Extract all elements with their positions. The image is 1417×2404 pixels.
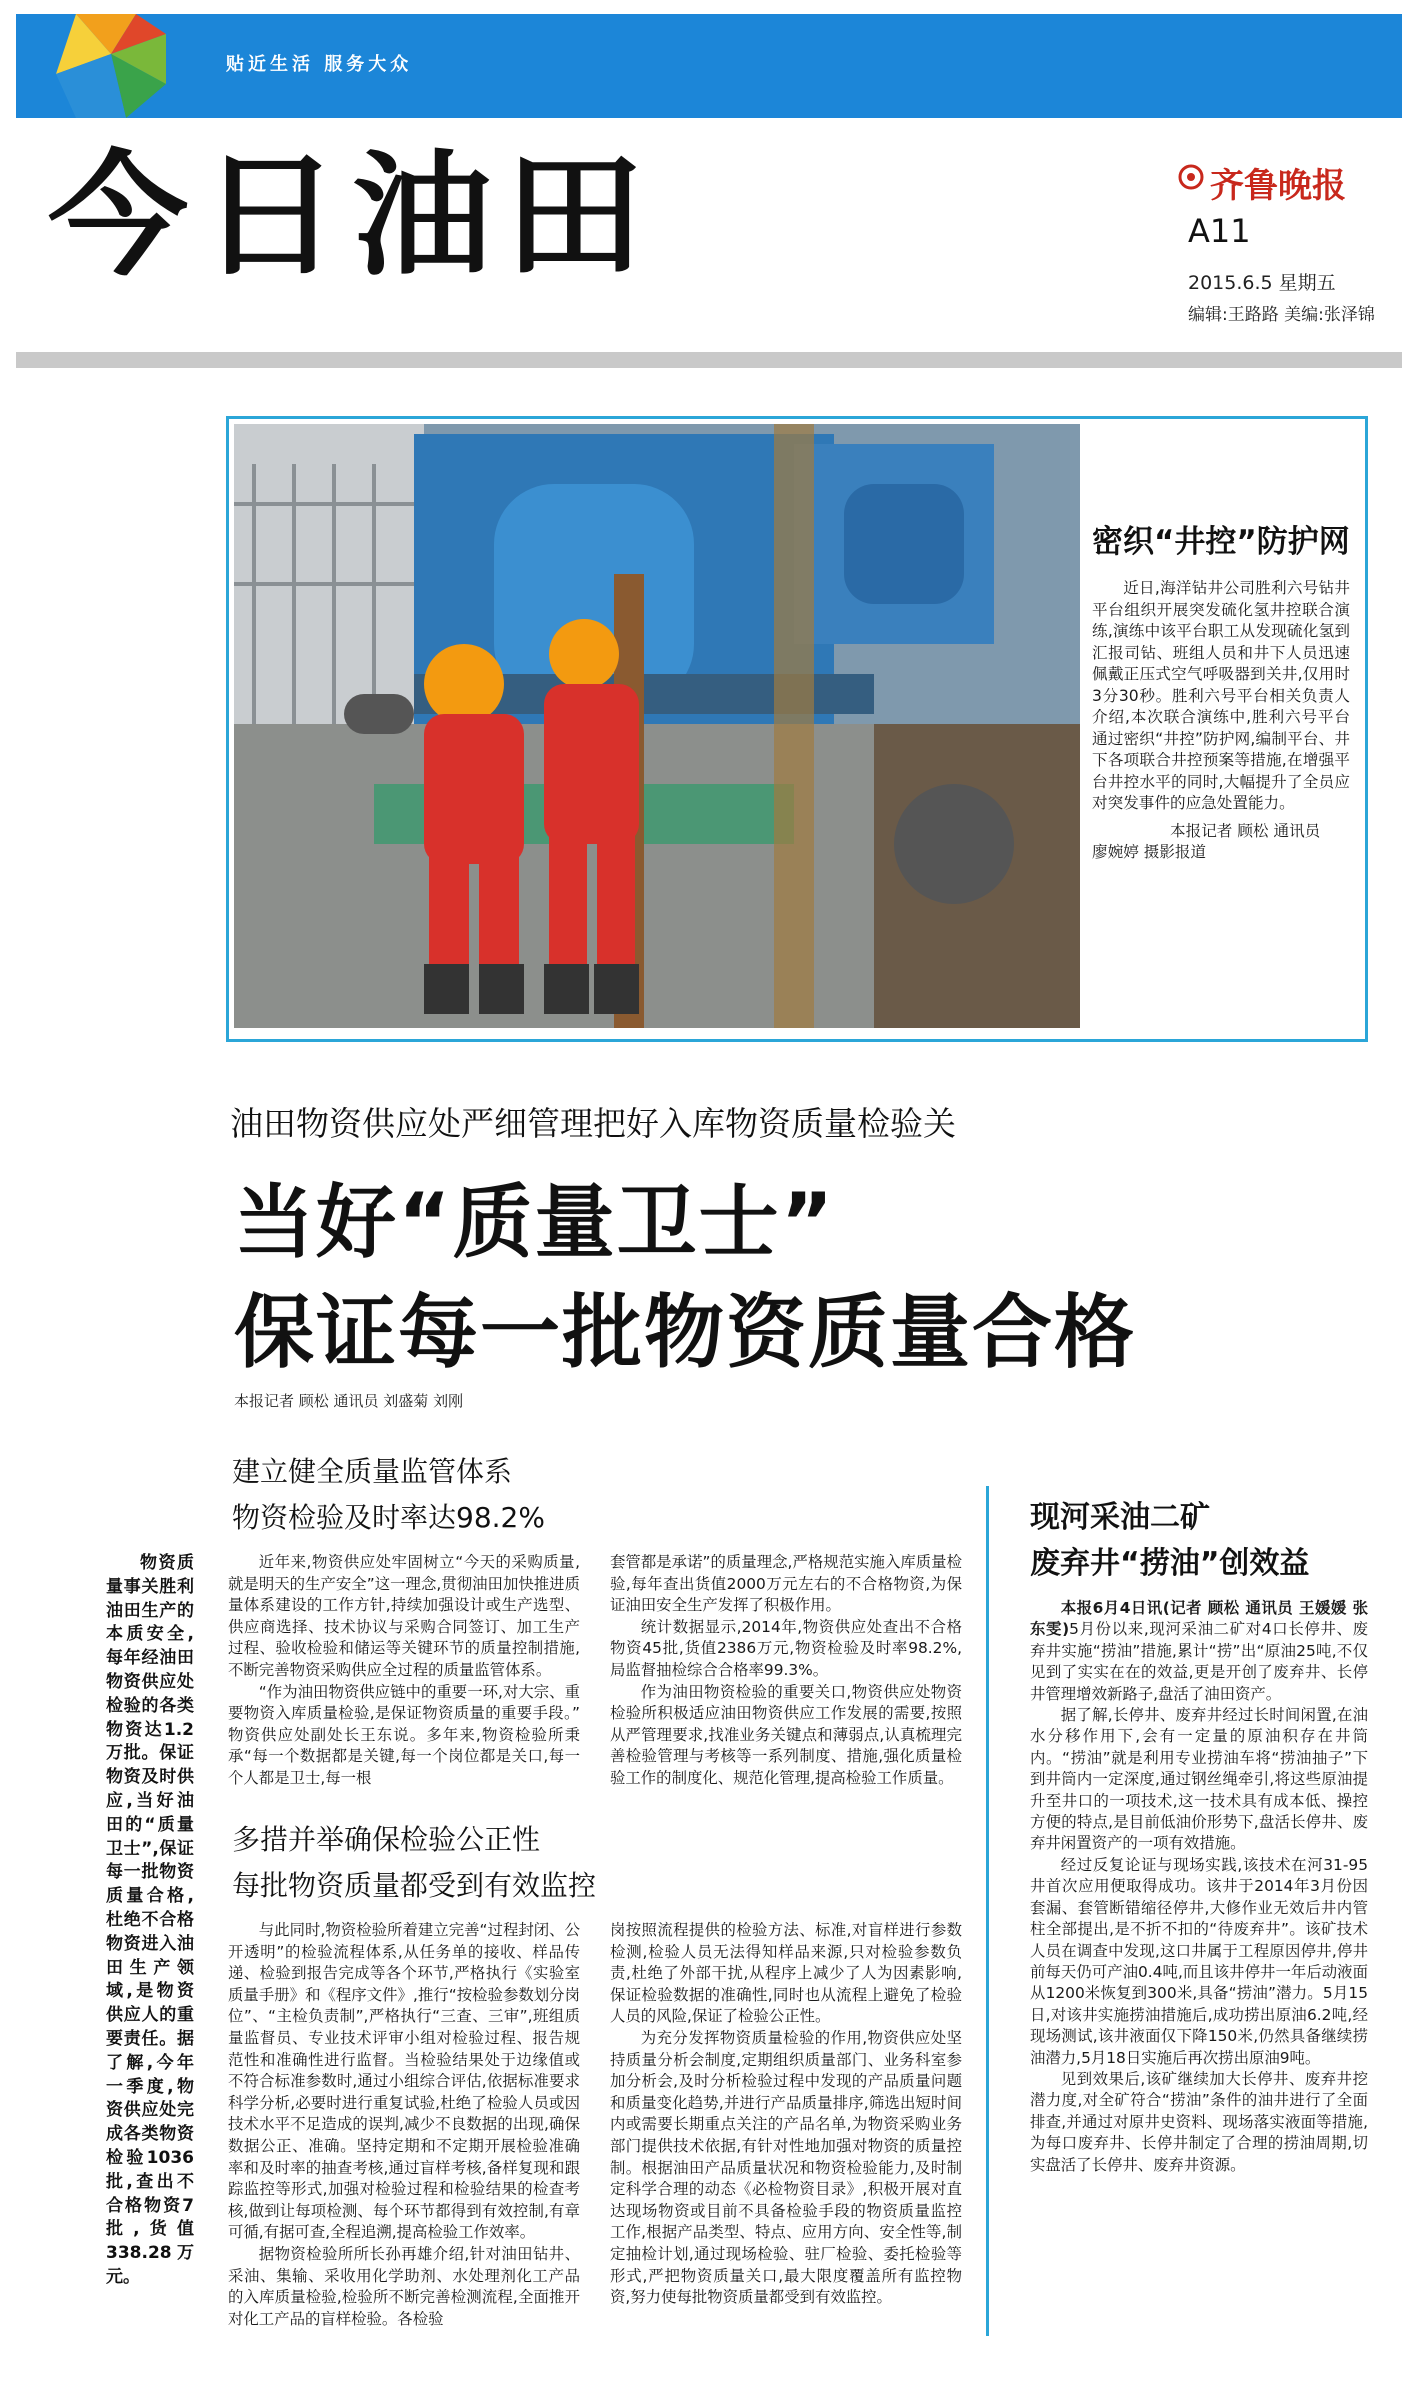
section2-column-1: [228, 1920, 580, 2330]
section2-title-1: 多措并举确保检验公正性: [232, 1823, 541, 1856]
section2-column-2: [610, 1920, 962, 2309]
paper-logo-icon: [1178, 162, 1204, 192]
article-byline: 本报记者 顾松 通讯员 刘盛菊 刘刚: [234, 1392, 464, 1410]
article-kicker: 油田物资供应处严细管理把好入库物资质量检验关: [230, 1104, 956, 1143]
article-headline-1: 当好“质量卫士”: [234, 1176, 836, 1269]
section2-para-2: 据物资检验所所长孙再雄介绍,针对油田钻井、采油、集输、采收用化学助剂、水处理剂化工产品的入库质量检验,检验所不断完善检测流程,全面推开对化工产品的盲样检验。各检验: [228, 2244, 580, 2328]
drilling-workers-photo: [234, 424, 1080, 1028]
sidebar-body: [1030, 1598, 1368, 2176]
photo-story-credit-2: 廖婉婷 摄影报道: [1092, 843, 1207, 861]
sidebar-title-1: 现河采油二矿: [1030, 1500, 1210, 1535]
sidebar-para-1: 5月份以来,现河采油二矿对4口长停井、废弃井实施“捞油”措施,累计“捞”出“原油25吨,不仅见到了实实在在的效益,更是开创了废弃井、长停井管理增效新路子,盘活了油田资产。: [1030, 1620, 1368, 1703]
photo-story-credit-1: 本报记者 顾松 通讯员: [1170, 821, 1321, 840]
sidebar-para-3: 经过反复论证与现场实践,该技术在河31-95井首次应用便取得成功。该井于2014年3月份因套漏、套管断错缩径停井,大修作业无效后井内管柱全部提出,是不折不扣的“待废弃井”。该矿技术人员在调查中发现,这口井属于工程原因停井,停井前每天仍可产油0.4吨,而且该井停井一年后动液面从1200米恢复到300米,具备“捞油”潜力。5月15日,对该井实施捞油措施后,成功捞出原油6.2吨,经现场测试,该井液面仅下降150米,仍然具备继续捞油潜力,5月18日实施后再次捞出原油9吨。: [1030, 1855, 1368, 2067]
section1-para-2: “作为油田物资供应链中的重要一环,对大宗、重要物资入库质量检验,是保证物资质量的重要手段。” 物资供应处副处长王东说。多年来,物资检验所秉承“每一个数据都是关键,每一个岗位都是关口,每一个人都是卫士,每一根: [228, 1682, 580, 1787]
sidebar-divider: [986, 1486, 989, 2336]
section2-para-1: 与此同时,物资检验所着建立完善“过程封闭、公开透明”的检验流程体系,从任务单的接收、样品传递、检验到报告完成等各个环节,严格执行《实验室质量手册》和《程序文件》,推行“按检验参数划分岗位”、“主检负责制”,严格执行“三查、三审”,班组质量监督员、专业技术评审小组对检验过程、报告规范性和准确性进行监督。当检验结果处于边缘值或不符合标准参数时,通过小组综合评估,依据标准要求科学分析,必要时进行重复试验,杜绝了检验人员或因技术水平不足造成的误判,减少不良数据的出现,确保数据公正、准确。坚持定期和不定期开展检验准确率和及时率的抽查考核,通过盲样考核,备样复现和跟踪监控等形式,加强对检验过程和检验结果的检查考核,做到让每项检测、每个环节都得到有效控制,有章可循,有据可查,全程追溯,提高检验工作效率。: [228, 1921, 580, 2242]
section1-para-1: 近年来,物资供应处牢固树立“今天的采购质量,就是明天的生产安全”这一理念,贯彻油田加快推进质量体系建设的工作方针,持续加强设计或生产选型、供应商选择、技术协议与采购合同签订、加工生产过程、验收检验和储运等关键环节的质量控制措施,不断完善物资采购供应全过程的质量监管体系。: [228, 1553, 580, 1679]
article-headline-2: 保证每一批物资质量合格: [234, 1286, 1136, 1379]
sidebar-para-2: 据了解,长停井、废弃井经过长时间闲置,在油水分移作用下,会有一定量的原油积存在井筒内。“捞油”就是利用专业捞油车将“捞油抽子”下到井筒内一定深度,通过钢丝绳牵引,将这些原油提升至井口的一项技术,这一技术具有成本低、操控方便的特点,是目前低油价形势下,盘活长停井、废弃井闲置资产的一项有效措施。: [1030, 1706, 1368, 1853]
masthead-title: 今日油田: [48, 138, 657, 295]
section1-para-3: 套管都是承诺”的质量理念,严格规范实施入库质量检验,每年查出货值2000万元左右的不合格物资,为保证油田安全生产发挥了积极作用。: [610, 1553, 962, 1615]
section1-column-2: [610, 1552, 962, 1790]
section1-column-1: [228, 1552, 580, 1790]
paper-name: 齐鲁晚报: [1210, 166, 1346, 206]
section2-para-4: 为充分发挥物资质量检验的作用,物资供应处坚持质量分析会制度,定期组织质量部门、业务科室参加分析会,及时分析检验过程中发现的产品质量问题和质量变化趋势,并进行产品质量排序,筛选出短时间内或需要长期重点关注的产品名单,为物资采购业务部门提供技术依据,有针对性地加强对物资的质量控制。根据油田产品质量状况和物资检验能力,及时制定科学合理的动态《必检物资目录》,积极开展对直达现场物资或目前不具备检验手段的物资质量监控工作,根据产品类型、特点、应用方向、安全性等,制定抽检计划,通过现场检验、驻厂检验、委托检验等形式,严把物资质量关口,最大限度覆盖所有监控物资,努力使每批物资质量都受到有效监控。: [610, 2028, 962, 2307]
article-lead: 物资质量事关胜利油田生产的本质安全,每年经油田物资供应处检验的各类物资达1.2万批。保证物资及时供应,当好油田的“质量卫士”,保证每一批物资质量合格,杜绝不合格物资进入油田生产领域,是物资供应人的重要责任。据了解,今年一季度,物资供应处完成各类物资检验1036批,查出不合格物资7批,货值338.28万元。: [106, 1553, 194, 2287]
section1-title-2: 物资检验及时率达98.2%: [232, 1501, 545, 1534]
banner-logo-graphic: [16, 14, 196, 118]
sidebar-title-2: 废弃井“捞油”创效益: [1030, 1546, 1310, 1581]
editors-credit: 编辑:王路路 美编:张泽锦: [1188, 305, 1375, 325]
photo-story-text: 近日,海洋钻井公司胜利六号钻井平台组织开展突发硫化氢井控联合演练,演练中该平台职工从发现硫化氢到汇报司钻、班组人员和井下人员迅速佩戴正压式空气呼吸器到关井,仅用时3分30秒。胜利六号平台相关负责人介绍,本次联合演练中,胜利六号平台通过密织“井控”防护网,编制平台、井下各项联合井控预案等措施,在增强平台井控水平的同时,大幅提升了全员应对突发事件的应急处置能力。: [1092, 579, 1350, 812]
top-banner: [16, 14, 1402, 118]
page-number: A11: [1188, 212, 1251, 250]
section1-para-5: 作为油田物资检验的重要关口,物资供应处物资检验所积极适应油田物资供应工作发展的需要,按照从严管理要求,找准业务关键点和薄弱点,认真梳理完善检验管理与考核等一系列制度、措施,强化质量检验工作的制度化、规范化管理,提高检验工作质量。: [610, 1682, 962, 1787]
issue-date: 2015.6.5 星期五: [1188, 272, 1336, 294]
sidebar-dateline: 本报6月4日讯(记者 顾松 通讯员 王媛媛 张东雯): [1030, 1599, 1368, 1639]
photo-story-title: 密织“井控”防护网: [1092, 524, 1350, 560]
section2-title-2: 每批物资质量都受到有效监控: [232, 1869, 597, 1902]
sidebar-para-4: 见到效果后,该矿继续加大长停井、废弃井挖潜力度,对全矿符合“捞油”条件的油井进行了全面排查,并通过对原井史资料、现场落实液面等措施,为每口废弃井、长停井制定了合理的捞油周期,切实盘活了长停井、废弃井资源。: [1030, 2069, 1368, 2174]
banner-slogan: 贴近生活 服务大众: [226, 54, 413, 75]
section1-title-1: 建立健全质量监管体系: [232, 1455, 513, 1488]
section1-para-4: 统计数据显示,2014年,物资供应处查出不合格物资45批,货值2386万元,物资检验及时率98.2%,局监督抽检综合合格率99.3%。: [610, 1617, 962, 1679]
photo-story-body: [1092, 578, 1350, 864]
masthead-rule: [16, 352, 1402, 368]
section2-para-3: 岗按照流程提供的检验方法、标准,对盲样进行参数检测,检验人员无法得知样品来源,只对检验参数负责,杜绝了外部干扰,从程序上减少了人为因素影响,保证检验数据的准确性,同时也从流程上避免了检验人员的风险,保证了检验公正性。: [610, 1921, 962, 2026]
